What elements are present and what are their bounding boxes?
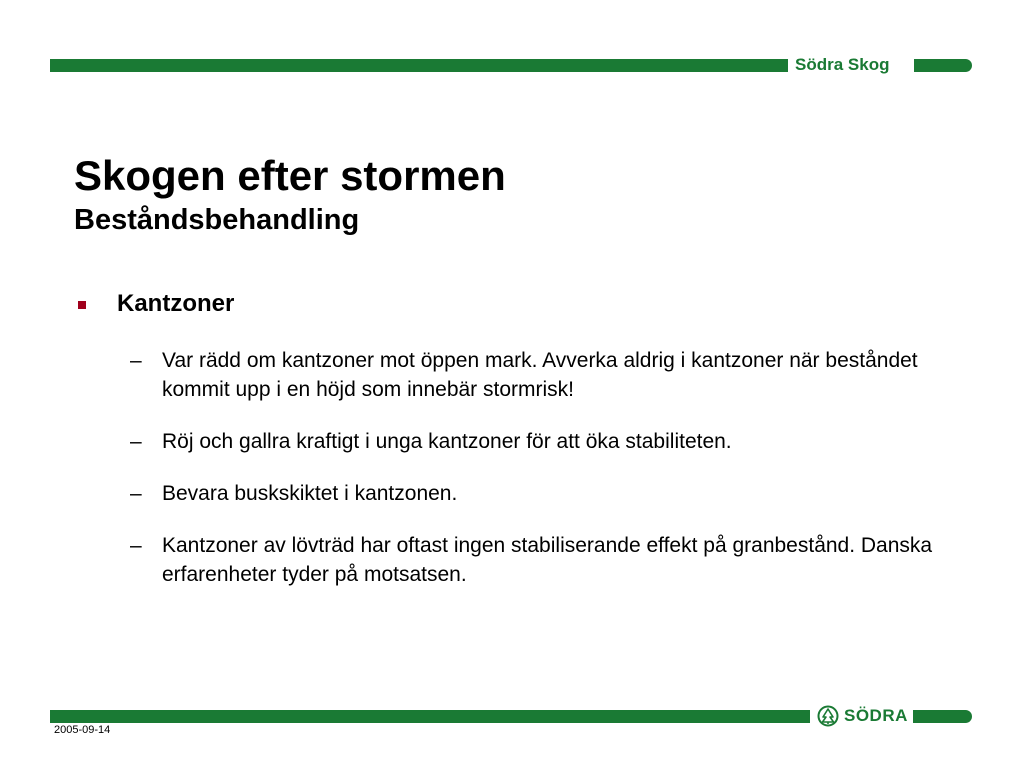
footer-date: 2005-09-14 (54, 724, 111, 736)
dash-icon: – (130, 349, 142, 372)
sub-bullet-list (130, 346, 950, 612)
bullet-label: Kantzoner (117, 290, 235, 317)
header-brand: Södra Skog (795, 55, 890, 74)
bullet-kantzoner (78, 290, 234, 318)
dash-icon: – (130, 534, 142, 557)
logo-wordmark: SÖDRA (844, 706, 908, 725)
sub-bullet-item (130, 427, 950, 456)
sodra-tree-logo-icon (817, 705, 839, 727)
sub-bullet-text: Var rädd om kantzoner mot öppen mark. Avverka aldrig i kantzoner när beståndet kommit upp i en höjd som innebär stormrisk! (162, 349, 918, 401)
slide-title: Skogen efter stormen (74, 152, 506, 199)
footer-bar-left (50, 710, 810, 723)
dash-icon: – (130, 430, 142, 453)
header-bar-right (914, 59, 972, 72)
dash-icon: – (130, 482, 142, 505)
header-bar-left (50, 59, 788, 72)
slide-subtitle: Beståndsbehandling (74, 204, 360, 236)
sub-bullet-text: Röj och gallra kraftigt i unga kantzoner för att öka stabiliteten. (162, 430, 732, 453)
sub-bullet-text: Bevara buskskiktet i kantzonen. (162, 482, 458, 505)
sub-bullet-item (130, 531, 950, 589)
sub-bullet-text: Kantzoner av lövträd har oftast ingen stabiliserande effekt på granbestånd. Danska erfarenheter tyder på motsatsen. (162, 534, 933, 586)
footer-logo (817, 705, 908, 727)
square-bullet-icon (78, 301, 86, 309)
sub-bullet-item (130, 346, 950, 404)
footer-bar-right (913, 710, 972, 723)
sub-bullet-item (130, 479, 950, 508)
